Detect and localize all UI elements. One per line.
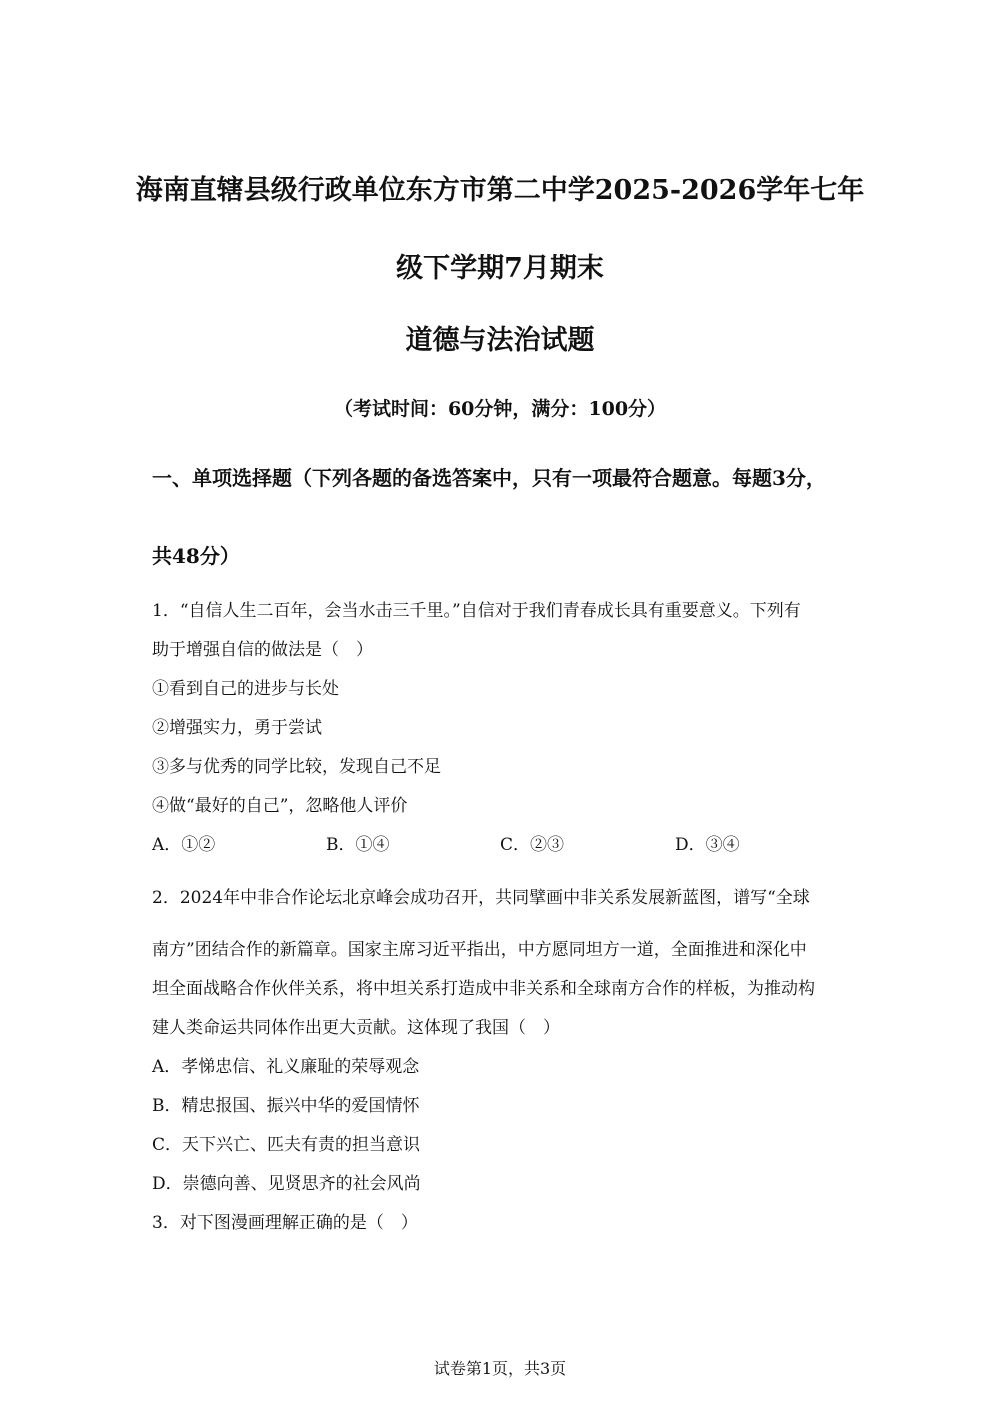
- q3-stem: 3．对下图漫画理解正确的是（ ）: [152, 1213, 418, 1233]
- q1-option-a: A．①②: [152, 835, 216, 855]
- page-footer: 试卷第1页，共3页: [433, 1359, 567, 1378]
- subject-title: 道德与法治试题: [405, 325, 595, 356]
- q1-statement: ①看到自己的进步与长处: [152, 679, 339, 699]
- q1-option-d: D．③④: [675, 835, 740, 855]
- q1-stem-line1: 1．“自信人生二百年，会当水击三千里。”自信对于我们青春成长具有重要意义。下列有: [152, 601, 801, 621]
- q1-option-c: C．②③: [500, 835, 565, 855]
- q1-stem-line2: 助于增强自信的做法是（ ）: [152, 640, 373, 660]
- q2-stem-line2: 南方”团结合作的新篇章。国家主席习近平指出，中方愿同坦方一道，全面推进和深化中: [152, 940, 807, 960]
- q2-stem-line1: 2．2024年中非合作论坛北京峰会成功召开，共同擘画中非关系发展新蓝图，谱写“全球: [152, 888, 810, 908]
- q2-option-d: D．崇德向善、见贤思齐的社会风尚: [152, 1174, 421, 1194]
- q2-option-c: C．天下兴亡、匹夫有责的担当意识: [152, 1135, 421, 1155]
- q1-statement: ④做“最好的自己”，忽略他人评价: [152, 796, 408, 816]
- q1-statement: ③多与优秀的同学比较，发现自己不足: [152, 757, 441, 777]
- exam-title-line1: 海南直辖县级行政单位东方市第二中学2025-2026学年七年: [135, 175, 865, 206]
- q2-stem-line3: 坦全面战略合作伙伴关系，将中坦关系打造成中非关系和全球南方合作的样板，为推动构: [152, 979, 815, 999]
- q1-option-b: B．①④: [326, 835, 390, 855]
- exam-info: （考试时间：60分钟，满分：100分）: [333, 398, 667, 420]
- q2-option-b: B．精忠报国、振兴中华的爱国情怀: [152, 1096, 420, 1116]
- section-heading-line1: 一、单项选择题（下列各题的备选答案中，只有一项最符合题意。每题3分，: [152, 466, 826, 490]
- exam-title-line2: 级下学期7月期末: [396, 253, 604, 284]
- section-heading-line2: 共48分）: [152, 544, 240, 568]
- q2-option-a: A．孝悌忠信、礼义廉耻的荣辱观念: [152, 1057, 420, 1077]
- q1-statement: ②增强实力，勇于尝试: [152, 718, 322, 738]
- q2-stem-line4: 建人类命运共同体作出更大贡献。这体现了我国（ ）: [152, 1018, 560, 1038]
